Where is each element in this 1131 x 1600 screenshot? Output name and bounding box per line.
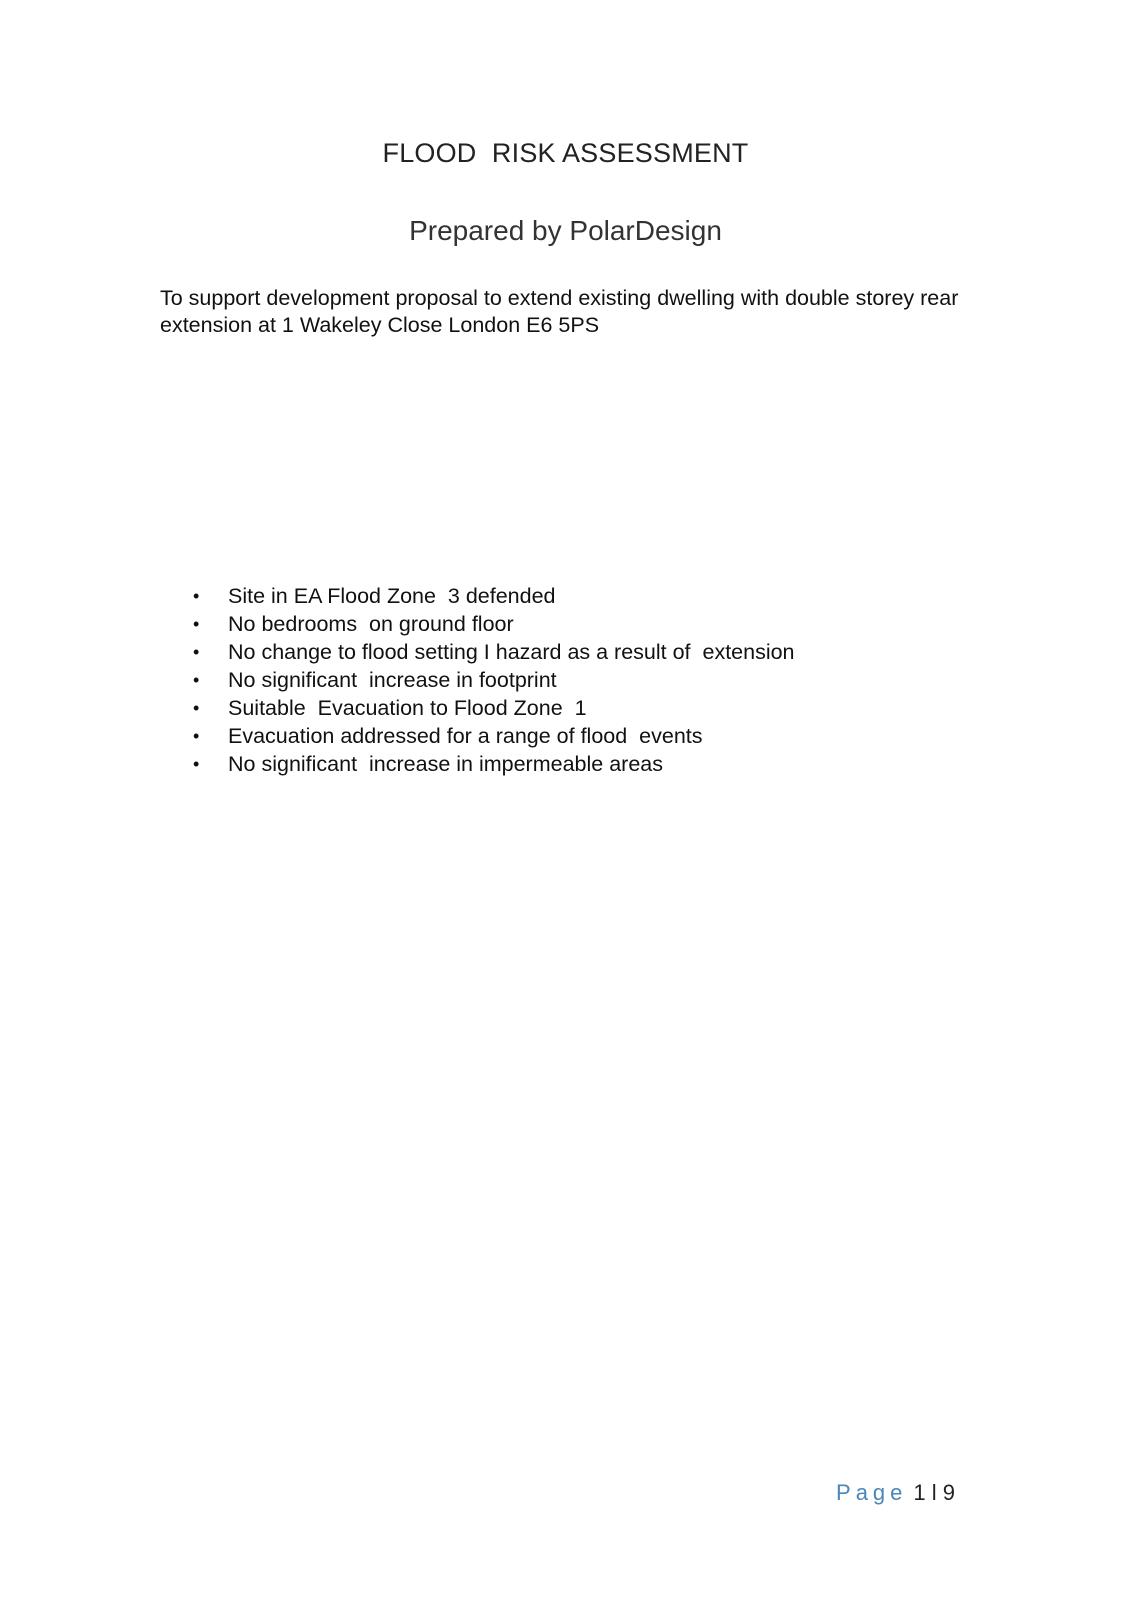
page-label: Page xyxy=(836,1480,908,1505)
page-footer xyxy=(836,1480,955,1506)
bullet-item: • No change to flood setting I hazard as a result of extension xyxy=(193,638,795,666)
page-number: 1 l 9 xyxy=(913,1480,955,1505)
summary-bullet-list xyxy=(193,582,795,778)
bullet-item: • Site in EA Flood Zone 3 defended xyxy=(193,582,795,610)
bullet-item: • No bedrooms on ground floor xyxy=(193,610,795,638)
bullet-item: • No significant increase in footprint xyxy=(193,666,795,694)
bullet-item: • No significant increase in impermeable areas xyxy=(193,750,795,778)
intro-paragraph: To support development proposal to extend existing dwelling with double storey rear extension at 1 Wakeley Close London E6 5PS xyxy=(160,286,959,337)
bullet-item: • Evacuation addressed for a range of flood events xyxy=(193,722,795,750)
document-title: FLOOD RISK ASSESSMENT xyxy=(382,138,749,168)
document-subtitle: Prepared by PolarDesign xyxy=(409,215,722,246)
bullet-item: • Suitable Evacuation to Flood Zone 1 xyxy=(193,694,795,722)
